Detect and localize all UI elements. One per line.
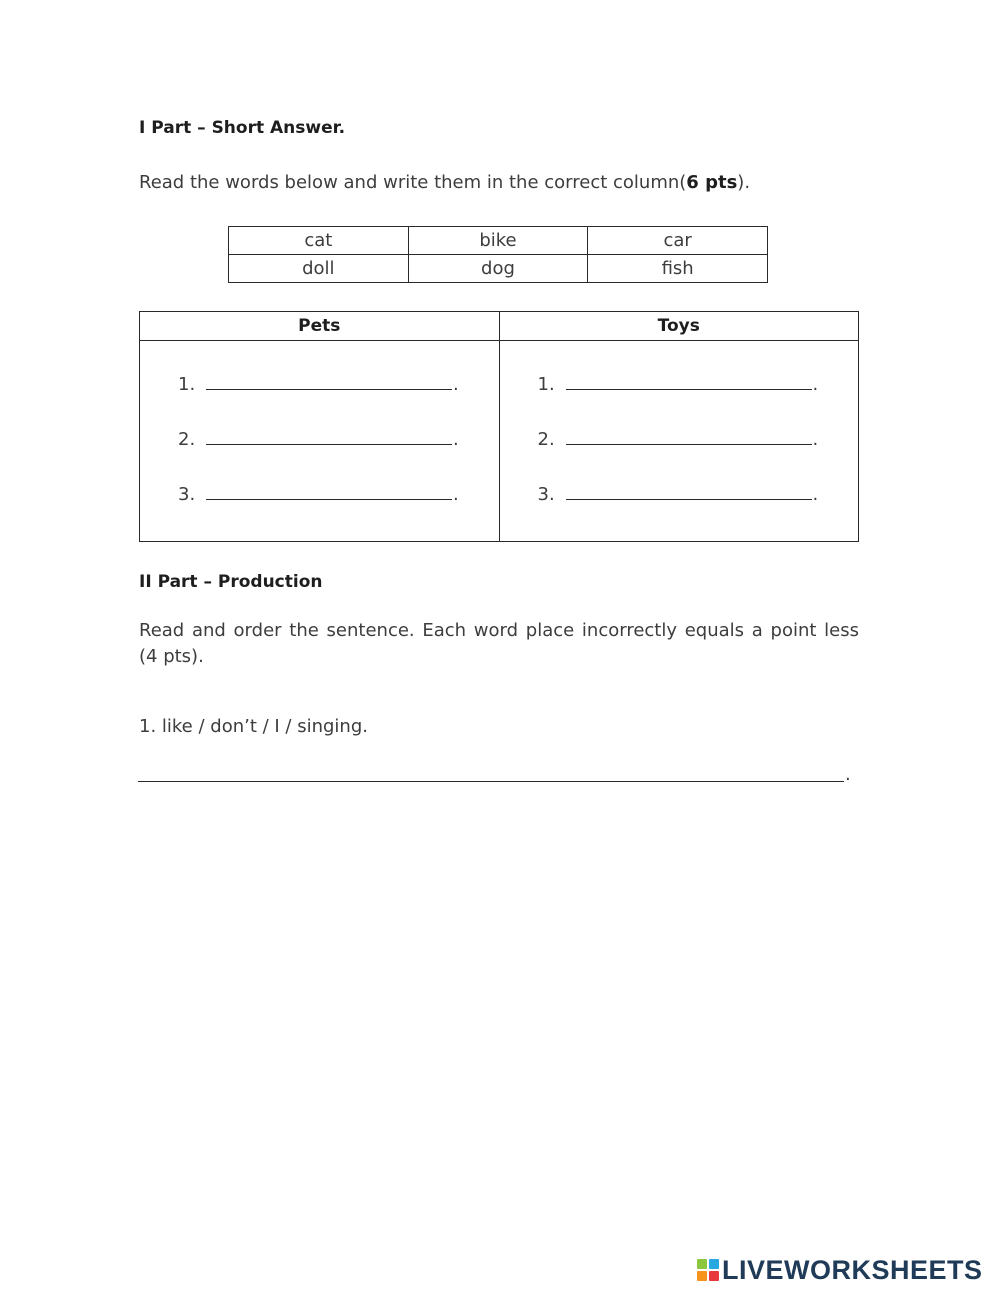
item-number: 3. xyxy=(537,484,555,505)
item-period: . xyxy=(453,484,459,505)
pets-answer-2[interactable] xyxy=(178,426,459,450)
pets-column xyxy=(140,341,500,542)
liveworksheets-logo xyxy=(697,1255,983,1285)
logo-block-l xyxy=(697,1259,707,1269)
part1-instruction-text: Read the words below and write them in the correct column( xyxy=(139,172,687,193)
item-number: 1. xyxy=(537,374,555,395)
item-number: 2. xyxy=(178,429,196,450)
answer-blank[interactable] xyxy=(566,481,812,500)
word-bank-cell: car xyxy=(588,227,768,255)
answer-blank[interactable] xyxy=(566,371,812,390)
toys-column xyxy=(499,341,859,542)
part2-heading: II Part – Production xyxy=(139,572,323,592)
word-bank-cell: dog xyxy=(408,255,588,283)
logo-icon xyxy=(697,1259,719,1281)
part2-instruction: Read and order the sentence. Each word place incorrectly equals a point less (4 pts). xyxy=(139,620,859,667)
part1-heading: I Part – Short Answer. xyxy=(139,118,346,138)
item-number: 1. xyxy=(178,374,196,395)
category-header-row xyxy=(140,312,859,341)
toys-answer-3[interactable] xyxy=(538,481,819,505)
item-number: 3. xyxy=(178,484,196,505)
pets-answer-3[interactable] xyxy=(178,481,459,505)
word-bank-cell: cat xyxy=(229,227,409,255)
word-bank-cell: fish xyxy=(588,255,768,283)
toys-header: Toys xyxy=(499,312,859,341)
answer-blank[interactable] xyxy=(206,426,452,445)
item-period: . xyxy=(453,374,459,395)
pets-answer-1[interactable] xyxy=(178,371,459,395)
answer-blank[interactable] xyxy=(206,371,452,390)
question-1: 1. like / don’t / I / singing. xyxy=(139,716,368,737)
word-bank-table xyxy=(228,226,768,283)
word-bank-cell: bike xyxy=(408,227,588,255)
logo-block-v xyxy=(697,1271,707,1281)
answer-blank[interactable] xyxy=(566,426,812,445)
word-bank-row xyxy=(229,255,768,283)
logo-block-e xyxy=(709,1271,719,1281)
answer-period: . xyxy=(845,764,851,785)
part1-instruction xyxy=(139,170,750,196)
pets-header: Pets xyxy=(140,312,500,341)
toys-answer-2[interactable] xyxy=(538,426,819,450)
answer-line-1[interactable] xyxy=(138,765,844,782)
item-period: . xyxy=(812,374,819,395)
item-period: . xyxy=(812,429,819,450)
part1-points: 6 pts xyxy=(686,172,738,193)
logo-text: LIVEWORKSHEETS xyxy=(722,1254,983,1285)
category-table xyxy=(139,311,859,542)
category-body-row xyxy=(140,341,859,542)
word-bank-cell: doll xyxy=(229,255,409,283)
logo-block-i xyxy=(709,1259,719,1269)
part1-instruction-end: ). xyxy=(737,172,751,193)
word-bank-row xyxy=(229,227,768,255)
item-number: 2. xyxy=(537,429,555,450)
item-period: . xyxy=(812,484,819,505)
item-period: . xyxy=(453,429,459,450)
answer-blank[interactable] xyxy=(206,481,452,500)
toys-answer-1[interactable] xyxy=(538,371,819,395)
